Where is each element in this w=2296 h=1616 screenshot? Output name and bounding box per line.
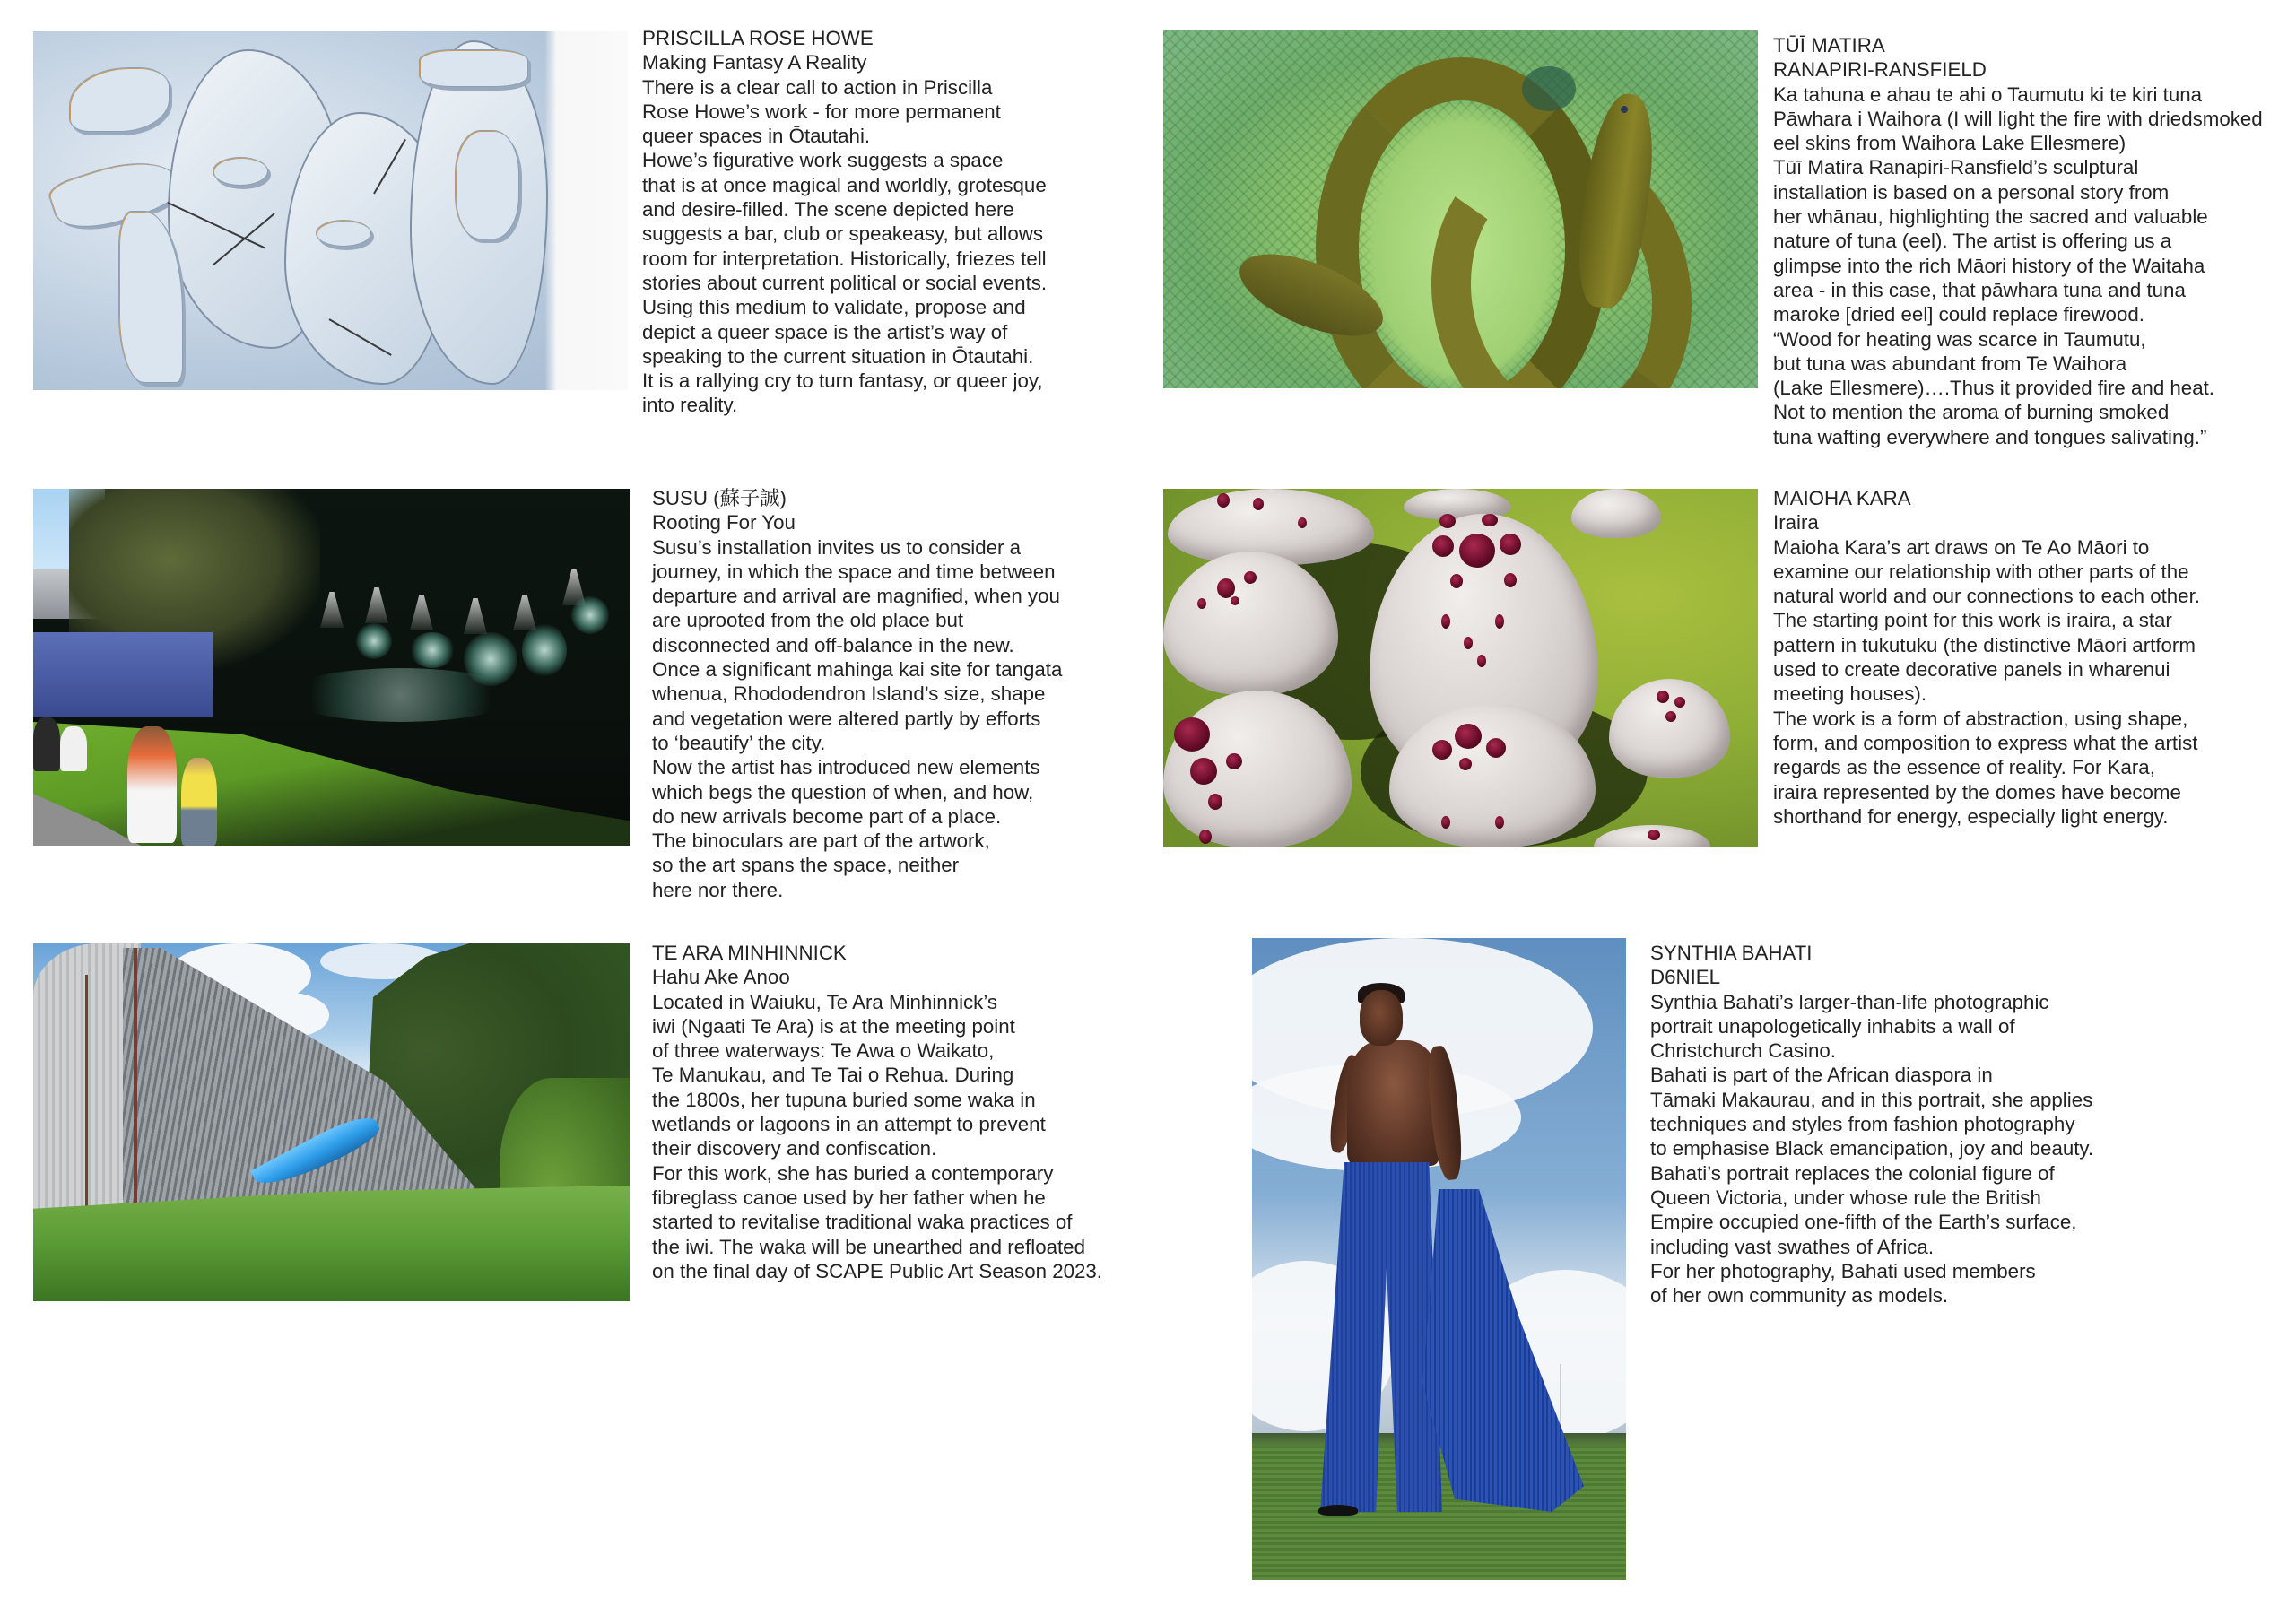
caption-maioha-kara (1773, 486, 2200, 829)
artwork-title: Making Fantasy A Reality (642, 51, 867, 74)
description-line: Christchurch Casino. (1650, 1039, 1836, 1063)
description-line: whenua, Rhododendron Island’s size, shape (652, 682, 1046, 706)
description-line: that is at once magical and worldly, grotesque (642, 173, 1047, 196)
artwork-image-shed-canoe (33, 943, 630, 1301)
description-line: suggests a bar, club or speakeasy, but allows (642, 222, 1044, 246)
description-line: The starting point for this work is iraira, a star (1773, 609, 2172, 632)
description-line: used to create decorative panels in wharenui (1773, 658, 2170, 682)
description-line: iwi (Ngaati Te Ara) is at the meeting point (652, 1014, 1015, 1038)
description-line: Pāwhara i Waihora (I will light the fire with driedsmoked (1773, 107, 2263, 130)
description-line: iraira represented by the domes have become (1773, 780, 2181, 804)
description-line: and desire-filled. The scene depicted here (642, 198, 1014, 222)
description-line: maroke [dried eel] could replace firewood. (1773, 303, 2144, 326)
description-line: There is a clear call to action in Priscilla (642, 75, 993, 99)
description-line: examine our relationship with other parts of the (1773, 560, 2189, 583)
artwork-image-eel (1163, 30, 1758, 388)
description-line: Queen Victoria, under whose rule the British (1650, 1186, 2041, 1209)
description-line: Te Manukau, and Te Tai o Rehua. During (652, 1064, 1014, 1087)
description-line: installation is based on a personal story from (1773, 180, 2170, 204)
description-line: speaking to the current situation in Ōtautahi. (642, 344, 1034, 368)
description-line: so the art spans the space, neither (652, 854, 960, 877)
artwork-title: D6NIEL (1650, 966, 1721, 989)
description-line: do new arrivals become part of a place. (652, 804, 1002, 828)
description-line: tuna wafting everywhere and tongues salivating.” (1773, 425, 2207, 448)
description-line: the iwi. The waka will be unearthed and refloated (652, 1235, 1085, 1258)
description-line: departure and arrival are magnified, when you (652, 585, 1060, 608)
description-line: to ‘beautify’ the city. (652, 731, 826, 754)
artist-name: SUSU (蘇子誠) (652, 487, 787, 509)
description-line: meeting houses). (1773, 682, 1927, 706)
description-line: her whānau, highlighting the sacred and valuable (1773, 205, 2208, 229)
artwork-image-domes (1163, 489, 1758, 847)
description-line: depict a queer space is the artist’s way of (642, 320, 1008, 343)
description-line: on the final day of SCAPE Public Art Season 2023. (652, 1259, 1102, 1282)
description-line: “Wood for heating was scarce in Taumutu, (1773, 327, 2146, 351)
description-line: are uprooted from the old place but (652, 609, 964, 632)
description-line: Once a significant mahinga kai site for tangata (652, 658, 1063, 682)
description-line: queer spaces in Ōtautahi. (642, 125, 871, 148)
description-line: area - in this case, that pāwhara tuna and tuna (1773, 278, 2186, 301)
description-line: Rose Howe’s work - for more permanent (642, 100, 1001, 123)
description-line: here nor there. (652, 878, 784, 901)
description-line: Howe’s figurative work suggests a space (642, 149, 1004, 172)
description-line: of three waterways: Te Awa o Waikato, (652, 1039, 995, 1063)
artwork-image-portrait (1252, 938, 1626, 1580)
description-line: room for interpretation. Historically, friezes tell (642, 247, 1047, 270)
description-line: portrait unapologetically inhabits a wall of (1650, 1014, 2015, 1038)
description-line: Now the artist has introduced new elements (652, 756, 1040, 779)
caption-te-ara-minhinnick (652, 941, 1102, 1283)
description-line: fibreglass canoe used by her father when he (652, 1186, 1046, 1209)
description-line: Ka tahuna e ahau te ahi o Taumutu ki te kiri tuna (1773, 83, 2203, 106)
description-line: Not to mention the aroma of burning smoked (1773, 401, 2170, 424)
description-line: Tūī Matira Ranapiri-Ransfield’s sculptural (1773, 156, 2139, 179)
description-line: and vegetation were altered partly by efforts (652, 707, 1041, 730)
description-line: the 1800s, her tupuna buried some waka in (652, 1088, 1036, 1111)
description-line: techniques and styles from fashion photography (1650, 1113, 2075, 1136)
description-line: which begs the question of when, and how, (652, 780, 1034, 804)
description-line: Located in Waiuku, Te Ara Minhinnick’s (652, 990, 998, 1013)
description-line: Empire occupied one-fifth of the Earth’s surface, (1650, 1211, 2077, 1234)
description-line: into reality. (642, 394, 738, 417)
description-line: (Lake Ellesmere)….Thus it provided fire and heat. (1773, 377, 2215, 400)
description-line: stories about current political or social events. (642, 271, 1048, 294)
artist-name: SYNTHIA BAHATI (1650, 942, 1813, 964)
artist-name: MAIOHA KARA (1773, 487, 1911, 509)
description-line: including vast swathes of Africa. (1650, 1235, 1935, 1258)
description-line: glimpse into the rich Māori history of the Waitaha (1773, 254, 2205, 277)
description-line: natural world and our connections to each other. (1773, 585, 2200, 608)
description-line: Susu’s installation invites us to consider a (652, 535, 1022, 559)
description-line: but tuna was abundant from Te Waihora (1773, 352, 2127, 375)
description-line: For her photography, Bahati used members (1650, 1259, 2036, 1282)
artwork-title: Iraira (1773, 511, 1819, 534)
description-line: Synthia Bahati’s larger-than-life photographic (1650, 990, 2049, 1013)
description-line: form, and composition to express what the artist (1773, 731, 2198, 754)
caption-tui-matira-ranapiri-ransfield (1773, 33, 2263, 449)
description-line: nature of tuna (eel). The artist is offering us a (1773, 230, 2172, 253)
description-line: Bahati is part of the African diaspora in (1650, 1064, 1993, 1087)
description-line: The work is a form of abstraction, using shape, (1773, 707, 2188, 730)
description-line: to emphasise Black emancipation, joy and beauty. (1650, 1137, 2094, 1160)
artwork-image-frieze (33, 31, 628, 390)
caption-synthia-bahati (1650, 941, 2093, 1308)
description-line: Bahati’s portrait replaces the colonial figure of (1650, 1161, 2055, 1185)
caption-priscilla-rose-howe (642, 26, 1047, 418)
artwork-title: Hahu Ake Anoo (652, 966, 790, 989)
artwork-title: Rooting For You (652, 511, 796, 534)
description-line: their discovery and confiscation. (652, 1137, 937, 1160)
artist-name: TŪĪ MATIRA (1773, 34, 1885, 56)
artist-name: TE ARA MINHINNICK (652, 942, 847, 964)
description-line: of her own community as models. (1650, 1284, 1949, 1308)
description-line: It is a rallying cry to turn fantasy, or queer joy, (642, 369, 1043, 393)
artist-name: PRISCILLA ROSE HOWE (642, 27, 874, 49)
artwork-image-riverbank (33, 489, 630, 846)
description-line: pattern in tukutuku (the distinctive Māori artform (1773, 633, 2196, 656)
description-line: Maioha Kara’s art draws on Te Ao Māori to (1773, 535, 2150, 559)
caption-susu (652, 486, 1062, 902)
description-line: shorthand for energy, especially light energy. (1773, 804, 2169, 828)
description-line: wetlands or lagoons in an attempt to prevent (652, 1113, 1046, 1136)
description-line: regards as the essence of reality. For Kara, (1773, 756, 2155, 779)
description-line: disconnected and off-balance in the new. (652, 633, 1014, 656)
description-line: started to revitalise traditional waka practices of (652, 1211, 1073, 1234)
artist-name: RANAPIRI-RANSFIELD (1773, 58, 1987, 82)
description-line: journey, in which the space and time between (652, 560, 1056, 583)
description-line: Tāmaki Makaurau, and in this portrait, she applies (1650, 1088, 2093, 1111)
description-line: For this work, she has buried a contemporary (652, 1161, 1054, 1185)
description-line: The binoculars are part of the artwork, (652, 830, 990, 853)
description-line: Using this medium to validate, propose and (642, 296, 1026, 319)
description-line: eel skins from Waihora Lake Ellesmere) (1773, 132, 2126, 155)
